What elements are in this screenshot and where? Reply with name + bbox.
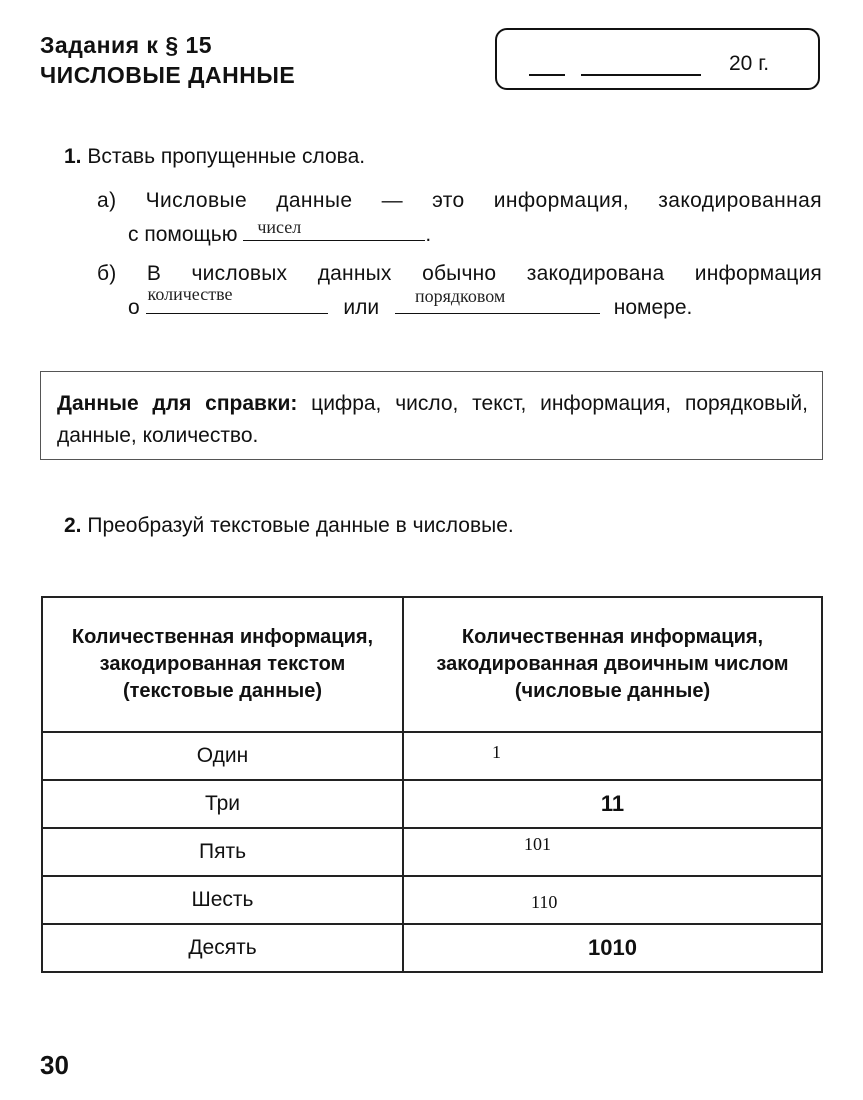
date-box <box>495 28 820 90</box>
value-cell <box>403 876 822 924</box>
task1-a-answer: чисел <box>257 217 302 237</box>
reference-label: Данные для справки: <box>57 392 298 415</box>
task1-b-text-end: номере. <box>613 296 693 319</box>
task1-b-answer1: количестве <box>147 284 233 304</box>
table-row <box>42 732 822 780</box>
task1-title <box>64 145 365 169</box>
task1-a-line1 <box>97 189 822 213</box>
task1-b-line1 <box>97 262 822 286</box>
date-month-blank <box>581 74 701 76</box>
value-cell <box>403 828 822 876</box>
text-cell: Десять <box>42 924 403 972</box>
reference-box <box>40 371 823 460</box>
task1-b-blank2 <box>395 286 600 314</box>
date-day-blank <box>529 74 565 76</box>
text-cell: Шесть <box>42 876 403 924</box>
task2-number: 2. <box>64 514 82 537</box>
text-cell: Пять <box>42 828 403 876</box>
section-heading: Задания к § 15 <box>40 32 213 58</box>
task1-a-blank <box>243 217 425 241</box>
task1-a-text: а) Числовые данные — это информация, закодированная <box>97 189 822 212</box>
value-handwritten: 101 <box>524 833 551 854</box>
task1-b-answer2: порядковом <box>414 286 506 306</box>
table-row <box>42 924 822 972</box>
value-cell: 11 <box>403 780 822 828</box>
conversion-table <box>41 596 823 973</box>
section-title <box>40 30 295 90</box>
table-row <box>42 876 822 924</box>
date-year: 20 г. <box>729 52 770 75</box>
reference-text <box>57 388 808 452</box>
table-row <box>42 780 822 828</box>
task2-title <box>64 514 514 538</box>
page-number: 30 <box>40 1050 69 1080</box>
task1-instruction: Вставь пропущенные слова. <box>87 145 366 168</box>
task1-number: 1. <box>64 145 82 168</box>
table-header-row <box>42 597 822 732</box>
value-handwritten: 110 <box>531 891 558 912</box>
task1-b-text: б) В числовых данных обычно закодирована информация <box>97 262 822 285</box>
header-text-data: Количественная информация, закодированная текстом (текстовые данные) <box>42 597 403 732</box>
header-numeric-data: Количественная информация, закодированная двоичным числом (числовые данные) <box>403 597 822 732</box>
reference-words: цифра, число, текст, информация, порядковый, данные, количество. <box>57 392 808 447</box>
table-row <box>42 828 822 876</box>
task1-b-line2 <box>128 284 693 320</box>
value-cell: 1010 <box>403 924 822 972</box>
task1-b-blank1 <box>146 284 328 314</box>
task1-b-text-start: о <box>128 296 140 319</box>
text-cell: Три <box>42 780 403 828</box>
text-cell: Один <box>42 732 403 780</box>
task2-instruction: Преобразуй текстовые данные в числовые. <box>87 514 514 537</box>
section-subheading: ЧИСЛОВЫЕ ДАННЫЕ <box>40 62 296 88</box>
value-handwritten: 1 <box>492 741 501 762</box>
task1-a-text-end: . <box>425 223 432 246</box>
task1-a-text-start: с помощью <box>128 223 238 246</box>
value-cell <box>403 732 822 780</box>
task1-b-text-middle: или <box>343 296 380 319</box>
task1-a-line2 <box>128 217 432 247</box>
